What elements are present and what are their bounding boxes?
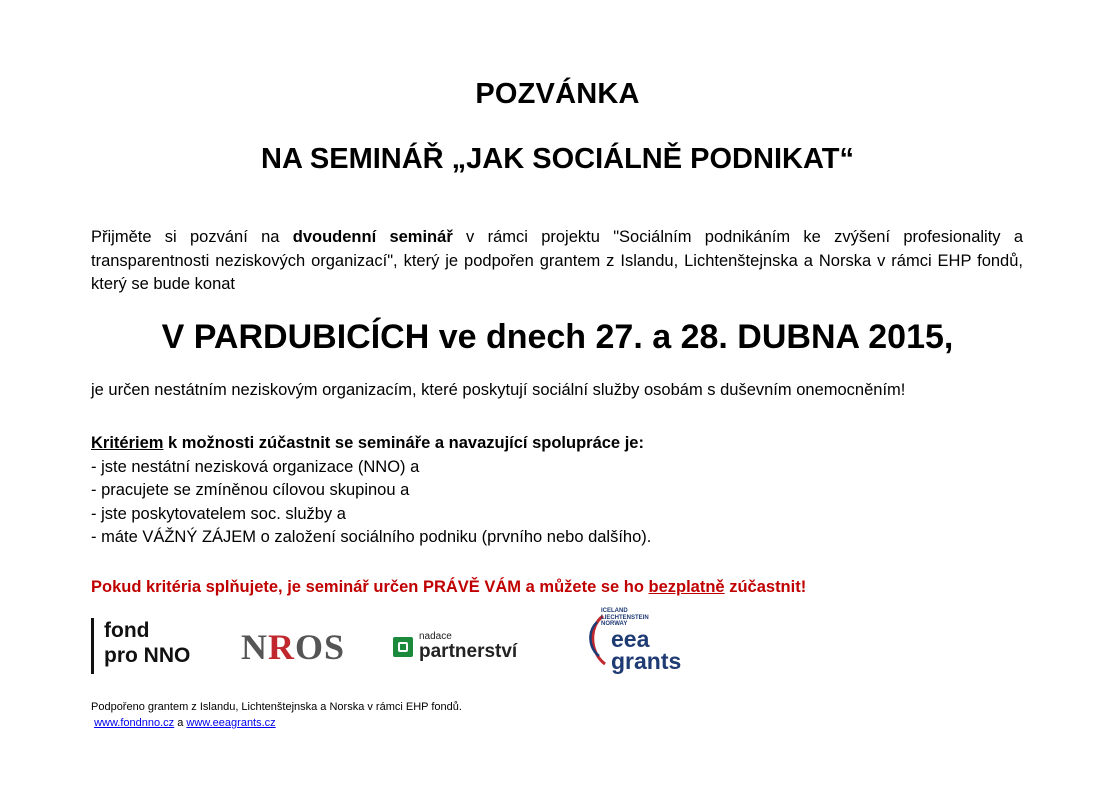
fond-logo-line2: pro NNO [104,644,191,667]
criteria-heading-underlined: Kritériem [91,434,164,452]
sponsor-logos [91,608,711,684]
target-audience: je určen nestátním neziskovým organizacím, které poskytují sociální služby osobám s duševním onemocněním! [91,381,906,399]
list-item: - jste nestátní nezisková organizace (NNO) a [91,457,420,476]
event-headline: V PARDUBICÍCH ve dnech 27. a 28. DUBNA 2015, [161,318,954,356]
intro-bold-text: dvoudenní seminář [292,228,453,246]
criteria-heading-rest: k možnosti zúčastnit se semináře a navazující spolupráce je: [163,434,644,452]
list-item: - máte VÁŽNÝ ZÁJEM o založení sociálního podniku (prvního nebo dalšího). [91,528,652,546]
nros-logo: NROS [241,627,346,667]
intro-text-start: Přijměte si pozvání na [91,228,293,246]
np-logo-big: partnerství [419,641,518,662]
eea-grants-logo [583,608,703,680]
fondnno-link[interactable]: www.fondnno.cz [94,717,175,729]
callout-underlined: bezplatně [648,578,725,596]
intro-paragraph [91,226,1023,297]
eea-wordmark: eea grants [611,626,682,674]
footer-note: Podpořeno grantem z Islandu, Lichtenštejnska a Norska v rámci EHP fondů. [91,701,462,713]
free-participation-callout [91,578,806,597]
intro-line-1 [91,226,1023,250]
page-subtitle: NA SEMINÁŘ „JAK SOCIÁLNĚ PODNIKAT“ [261,143,854,175]
nadace-partnerstvi-logo [393,632,517,661]
np-logo-small: nadace [419,631,452,642]
fond-pro-nno-logo [91,618,190,674]
list-item: - jste poskytovatelem soc. služby a [91,504,346,523]
footer [91,699,462,731]
callout-text-end: zúčastnit! [724,578,807,596]
nadace-partnerstvi-icon [393,637,413,657]
list-item: - pracujete se zmíněnou cílovou skupinou a [91,481,410,499]
page-title: POZVÁNKA [475,78,640,110]
intro-text-middle: v rámci projektu "Sociálním podnikáním ke zvýšení profesionality a [452,228,1024,246]
logo-bar [91,618,94,674]
eeagrants-link[interactable]: www.eeagrants.cz [186,717,276,729]
criteria-block [91,432,651,550]
eea-country-list: ICELAND LIECHTENSTEIN NORWAY [601,608,649,627]
fond-logo-line1: fond [104,619,150,642]
callout-text-start: Pokud kritéria splňujete, je seminář určen PRÁVĚ VÁM a můžete se ho [91,578,649,596]
intro-rest: transparentnosti neziskových organizací", který je podpořen grantem z Islandu, Lichtenštejnska a Norska v rámci EHP fondů, který se bude konat [91,251,1023,293]
criteria-heading [91,432,651,456]
footer-links: www.fondnno.cz a www.eeagrants.cz [94,717,276,729]
